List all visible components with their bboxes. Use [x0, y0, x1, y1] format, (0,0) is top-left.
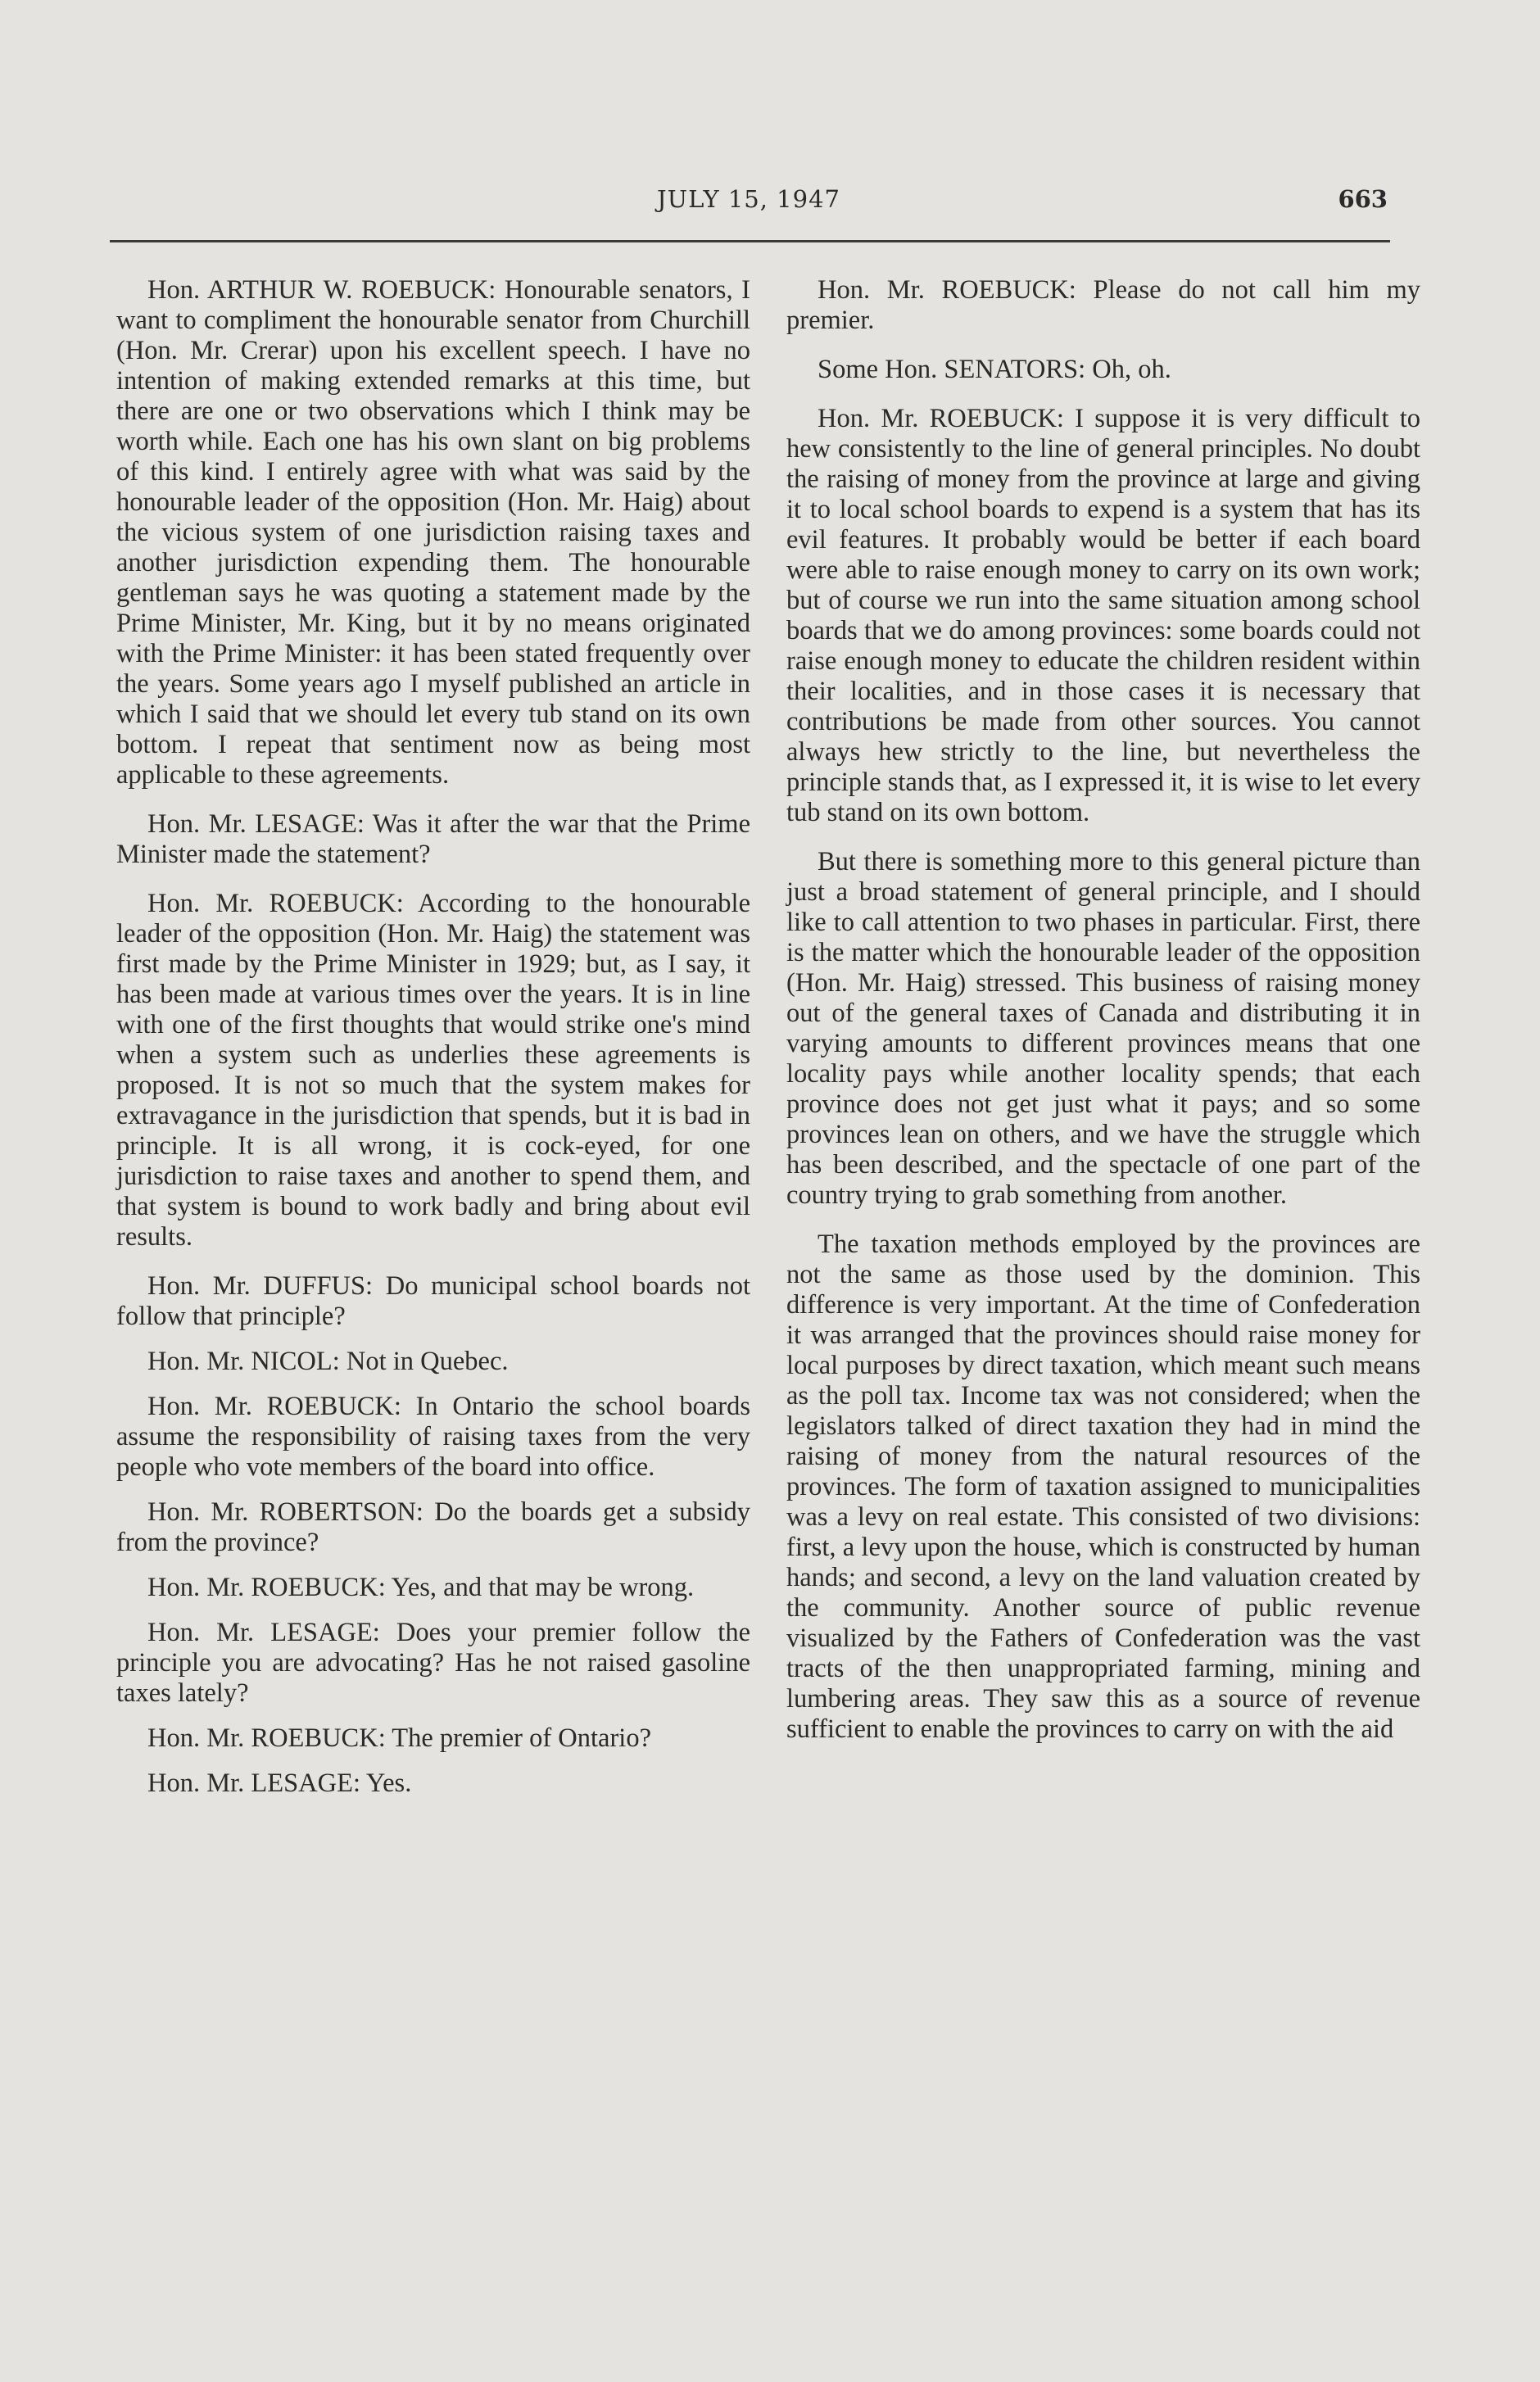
paragraph: Hon. Mr. ROBERTSON: Do the boards get a subsidy from the province?	[116, 1497, 750, 1557]
paragraph: Hon. Mr. LESAGE: Does your premier follow the principle you are advocating? Has he not raised gasoline taxes lately?	[116, 1618, 750, 1708]
header-date: JULY 15, 1947	[657, 185, 840, 213]
right-column	[786, 275, 1420, 1764]
paragraph: Hon. Mr. ROEBUCK: The premier of Ontario?	[147, 1723, 651, 1753]
paragraph: Hon. Mr. LESAGE: Was it after the war that the Prime Minister made the statement?	[116, 809, 750, 869]
paragraph: Hon. Mr. NICOL: Not in Quebec.	[147, 1347, 509, 1376]
paragraph: Hon. Mr. ROEBUCK: Yes, and that may be wrong.	[147, 1573, 695, 1602]
paragraph: Hon. Mr. ROEBUCK: According to the honourable leader of the opposition (Hon. Mr. Haig) the statement was first made by the Prime Minister in 1929; but, as I say, it has been made at various times over the years. It is in line with one of the first thoughts that would strike one's mind when a system such as underlies these agreements is proposed. It is not so much that the system makes for extravagance in the jurisdiction that spends, but it is bad in principle. It is all wrong, it is cock-eyed, for one jurisdiction to raise taxes and another to spend them, and that system is bound to work badly and bring about evil results.	[116, 889, 750, 1252]
paragraph: Hon. Mr. LESAGE: Yes.	[147, 1768, 412, 1798]
paragraph: Hon. ARTHUR W. ROEBUCK: Honourable senators, I want to compliment the honourable senator from Churchill (Hon. Mr. Crerar) upon his excellent speech. I have no intention of making extended remarks at this time, but there are one or two observations which I think may be worth while. Each one has his own slant on big problems of this kind. I entirely agree with what was said by the honourable leader of the opposition (Hon. Mr. Haig) about the vicious system of one jurisdiction raising taxes and another jurisdiction expending them. The honourable gentleman says he was quoting a statement made by the Prime Minister, Mr. King, but it by no means originated with the Prime Minister: it has been stated frequently over the years. Some years ago I myself published an article in which I said that we should let every tub stand on its own bottom. I repeat that sentiment now as being most applicable to these agreements.	[116, 275, 750, 790]
paragraph: The taxation methods employed by the provinces are not the same as those used by the dominion. This difference is very important. At the time of Confederation it was arranged that the provinces should raise money for local purposes by direct taxation, which meant such means as the poll tax. Income tax was not considered; when the legislators talked of direct taxation they had in mind the raising of money from the natural resources of the provinces. The form of taxation assigned to municipalities was a levy on real estate. This consisted of two divisions: first, a levy upon the house, which is constructed by human hands; and second, a levy on the land valuation created by the community. Another source of public revenue visualized by the Fathers of Confederation was the vast tracts of the then unappropriated farming, mining and lumbering areas. They saw this as a source of revenue sufficient to enable the provinces to carry on with the aid	[786, 1229, 1420, 1744]
left-column	[116, 275, 750, 1814]
paragraph: Some Hon. SENATORS: Oh, oh.	[818, 355, 1171, 384]
header-rule	[110, 240, 1390, 242]
page-number: 663	[1338, 185, 1388, 213]
paragraph: But there is something more to this general picture than just a broad statement of general principle, and I should like to call attention to two phases in particular. First, there is the matter which the honourable leader of the opposition (Hon. Mr. Haig) stressed. This business of raising money out of the general taxes of Canada and distributing it in varying amounts to different provinces means that one locality pays while another locality spends; that each province does not get just what it pays; and so some provinces lean on others, and we have the struggle which has been described, and the spectacle of one part of the country trying to grab something from another.	[786, 847, 1420, 1210]
paragraph: Hon. Mr. ROEBUCK: In Ontario the school boards assume the responsibility of raising taxes from the very people who vote members of the board into office.	[116, 1392, 750, 1482]
paragraph: Hon. Mr. DUFFUS: Do municipal school boards not follow that principle?	[116, 1271, 750, 1331]
paragraph: Hon. Mr. ROEBUCK: I suppose it is very difficult to hew consistently to the line of general principles. No doubt the raising of money from the province at large and giving it to local school boards to expend is a system that has its evil features. It probably would be better if each board were able to raise enough money to carry on its own work; but of course we run into the same situation among school boards that we do among provinces: some boards could not raise enough money to educate the children resident within their localities, and in those cases it is necessary that contributions be made from other sources. You cannot always hew strictly to the line, but nevertheless the principle stands that, as I expressed it, it is wise to let every tub stand on its own bottom.	[786, 404, 1420, 827]
paragraph: Hon. Mr. ROEBUCK: Please do not call him my premier.	[786, 275, 1420, 335]
page-header	[110, 185, 1388, 228]
